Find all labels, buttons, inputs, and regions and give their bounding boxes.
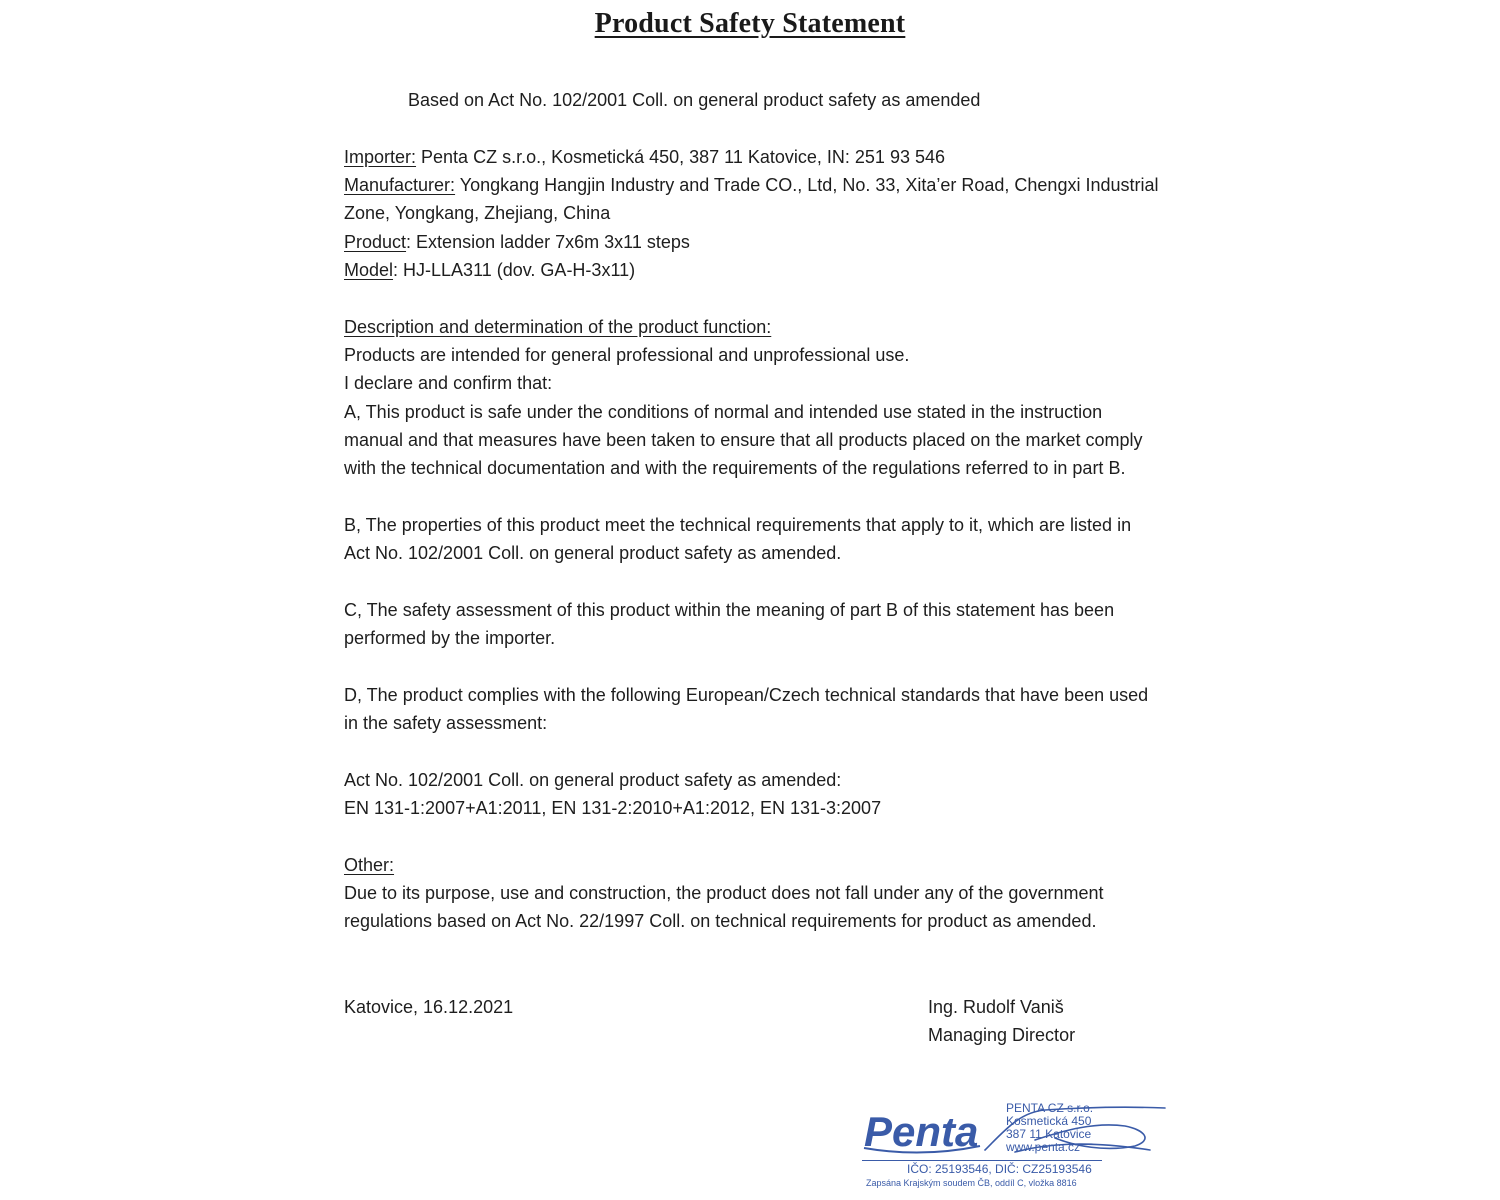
handwritten-signature xyxy=(975,1100,1175,1160)
description-line: manual and that measures have been taken to ensure that all products placed on the market comply xyxy=(344,430,1143,450)
manufacturer-label: Manufacturer: xyxy=(344,175,456,195)
part-c-line: C, The safety assessment of this product within the meaning of part B of this statement has been xyxy=(344,600,1115,620)
stamp-address-line: 387 11 Katovice xyxy=(1006,1127,1092,1141)
place-date: Katovice, 16.12.2021 xyxy=(344,997,514,1017)
part-b-line: Act No. 102/2001 Coll. on general product safety as amended. xyxy=(344,543,842,563)
part-d-line: in the safety assessment: xyxy=(344,713,548,733)
manufacturer-line xyxy=(344,173,1159,197)
legal-basis: Based on Act No. 102/2001 Coll. on general product safety as amended xyxy=(408,90,981,110)
product-line xyxy=(344,230,690,254)
description-heading: Description and determination of the product function: xyxy=(344,317,772,337)
manufacturer-value: Yongkang Hangjin Industry and Trade CO., Ltd, No. 33, Xita’er Road, Chengxi Industrial xyxy=(455,175,1159,195)
stamp-address-line: Kosmetická 450 xyxy=(1006,1114,1092,1128)
importer-label: Importer: xyxy=(344,147,417,167)
description-line: with the technical documentation and with the requirements of the regulations referred to in part B. xyxy=(344,458,1126,478)
penta-logo-text: Penta xyxy=(864,1108,979,1155)
standards-line: Act No. 102/2001 Coll. on general product safety as amended: xyxy=(344,770,842,790)
manufacturer-value-cont: Zone, Yongkang, Zhejiang, China xyxy=(344,203,611,223)
stamp-ids: IČO: 25193546, DIČ: CZ25193546 xyxy=(907,1162,1092,1176)
importer-value: Penta CZ s.r.o., Kosmetická 450, 387 11 Katovice, IN: 251 93 546 xyxy=(416,147,946,167)
importer-line xyxy=(344,145,945,169)
model-value: : HJ-LLA311 (dov. GA-H-3x11) xyxy=(393,260,636,280)
other-heading: Other: xyxy=(344,855,395,875)
standards-line: EN 131-1:2007+A1:2011, EN 131-2:2010+A1:2012, EN 131-3:2007 xyxy=(344,798,882,818)
description-line: Products are intended for general professional and unprofessional use. xyxy=(344,345,910,365)
stamp-address-line: www.penta.cz xyxy=(1006,1140,1081,1154)
product-value: : Extension ladder 7x6m 3x11 steps xyxy=(406,232,690,252)
stamp-registration: Zapsána Krajským soudem ČB, oddíl C, vložka 8816 xyxy=(866,1178,1077,1188)
part-b-line: B, The properties of this product meet the technical requirements that apply to it, which are listed in xyxy=(344,515,1132,535)
description-line: I declare and confirm that: xyxy=(344,373,553,393)
product-label: Product xyxy=(344,232,407,252)
stamp-divider xyxy=(862,1160,1102,1161)
part-c-line: performed by the importer. xyxy=(344,628,556,648)
model-line xyxy=(344,258,635,282)
part-d-line: D, The product complies with the following European/Czech technical standards that have been used xyxy=(344,685,1149,705)
other-line: Due to its purpose, use and construction, the product does not fall under any of the government xyxy=(344,883,1104,903)
document-title: Product Safety Statement xyxy=(594,8,906,39)
stamp-address-line: PENTA CZ s.r.o. xyxy=(1006,1101,1094,1115)
signatory-name: Ing. Rudolf Vaniš xyxy=(928,997,1064,1017)
signatory-role: Managing Director xyxy=(928,1025,1076,1045)
other-line: regulations based on Act No. 22/1997 Coll. on technical requirements for product as amended. xyxy=(344,911,1097,931)
description-line: A, This product is safe under the conditions of normal and intended use stated in the instruction xyxy=(344,402,1103,422)
model-label: Model xyxy=(344,260,394,280)
